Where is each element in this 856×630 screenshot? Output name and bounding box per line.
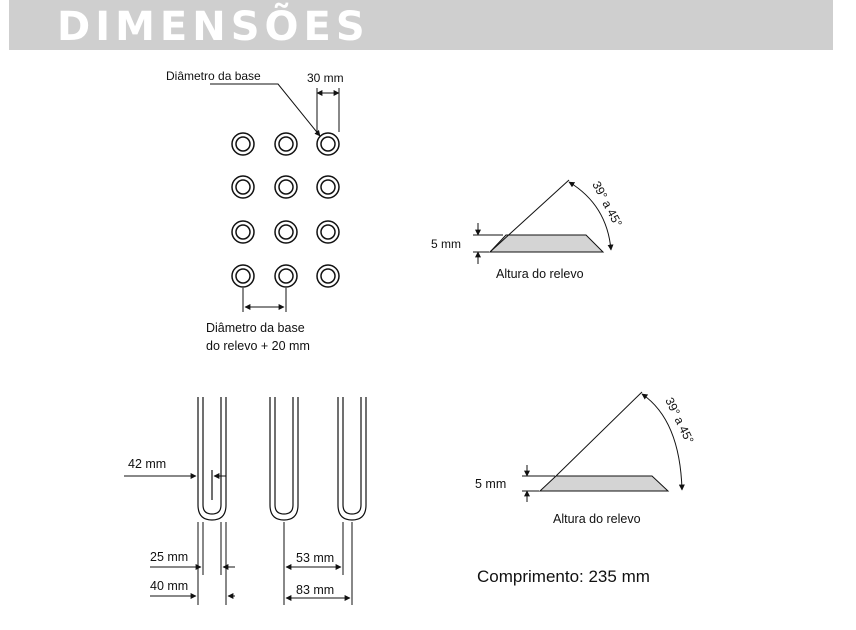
dim-53mm-label: 53 mm bbox=[296, 551, 335, 565]
bar-2-inner bbox=[275, 397, 293, 514]
relief-profile-1 bbox=[473, 180, 611, 264]
profile-1-angle: 39° a 45° bbox=[589, 178, 626, 230]
dot bbox=[317, 133, 339, 155]
spacing-label-line1: Diâmetro da base bbox=[206, 321, 305, 335]
profile-2-angle: 39° a 45° bbox=[662, 395, 697, 446]
bar-1 bbox=[198, 397, 226, 520]
bar-profiles bbox=[198, 397, 366, 520]
relief-profile-2 bbox=[522, 392, 682, 502]
bar-3 bbox=[338, 397, 366, 520]
dot bbox=[232, 133, 254, 155]
dot bbox=[275, 221, 297, 243]
dot bbox=[317, 221, 339, 243]
dot-grid bbox=[232, 133, 339, 287]
dim-25mm-label: 25 mm bbox=[150, 550, 189, 564]
dot bbox=[275, 176, 297, 198]
dot bbox=[232, 176, 254, 198]
page-title: DIMENSÕES bbox=[57, 4, 370, 50]
dot bbox=[232, 265, 254, 287]
dim-30mm bbox=[317, 88, 339, 132]
dot bbox=[275, 133, 297, 155]
profile-2-height: 5 mm bbox=[475, 477, 507, 491]
length-note: Comprimento: 235 mm bbox=[477, 567, 650, 586]
dim-30mm-label: 30 mm bbox=[307, 71, 344, 85]
dim-spacing bbox=[243, 288, 286, 312]
base-diameter-label: Diâmetro da base bbox=[166, 69, 261, 83]
dot bbox=[232, 221, 254, 243]
dim-42mm-label: 42 mm bbox=[128, 457, 167, 471]
dot bbox=[317, 265, 339, 287]
dim-40mm-label: 40 mm bbox=[150, 579, 189, 593]
spacing-label-line2: do relevo + 20 mm bbox=[206, 339, 310, 353]
bar-3-inner bbox=[343, 397, 361, 514]
bar-2 bbox=[270, 397, 298, 520]
profile-1-height: 5 mm bbox=[431, 237, 461, 251]
profile-2-caption: Altura do relevo bbox=[553, 512, 641, 526]
base-diameter-leader bbox=[210, 84, 320, 136]
dot bbox=[275, 265, 297, 287]
dim-83mm-label: 83 mm bbox=[296, 583, 335, 597]
profile-1-caption: Altura do relevo bbox=[496, 267, 584, 281]
dot bbox=[317, 176, 339, 198]
